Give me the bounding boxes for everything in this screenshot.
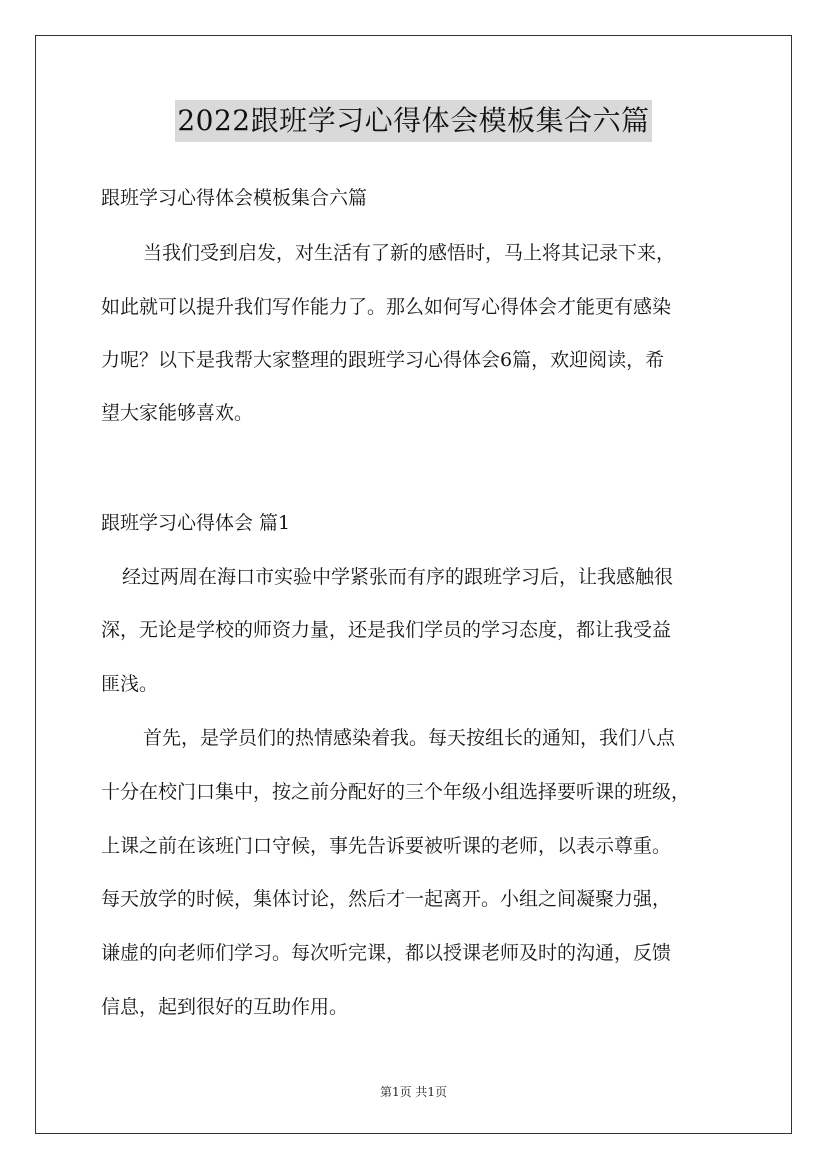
intro-line-3: 力呢？以下是我帮大家整理的跟班学习心得体会6篇，欢迎阅读，希 xyxy=(101,349,665,371)
title-container xyxy=(0,100,827,142)
intro-line-2: 如此就可以提升我们写作能力了。那么如何写心得体会才能更有感染 xyxy=(101,296,672,318)
para1-line-3: 匪浅。 xyxy=(101,673,159,695)
page-footer: 第1页 共1页 xyxy=(379,1085,448,1099)
para1-line-2: 深，无论是学校的师资力量，还是我们学员的学习态度，都让我受益 xyxy=(101,619,672,641)
intro-line-4: 望大家能够喜欢。 xyxy=(101,402,254,424)
para2-line-6: 信息，起到很好的互助作用。 xyxy=(101,996,349,1018)
document-subtitle: 跟班学习心得体会模板集合六篇 xyxy=(101,187,368,209)
para1-line-1: 经过两周在海口市实验中学紧张而有序的跟班学习后，让我感触很 xyxy=(122,566,674,588)
para2-line-1: 首先，是学员们的热情感染着我。每天按组长的通知，我们八点 xyxy=(143,727,676,749)
document-title: 2022跟班学习心得体会模板集合六篇 xyxy=(175,100,651,142)
para2-line-2: 十分在校门口集中，按之前分配好的三个年级小组选择要听课的班级， xyxy=(101,781,691,803)
para2-line-5: 谦虚的向老师们学习。每次听完课，都以授课老师及时的沟通，反馈 xyxy=(101,942,672,964)
section-heading: 跟班学习心得体会 篇1 xyxy=(101,512,291,534)
intro-line-1: 当我们受到启发，对生活有了新的感悟时，马上将其记录下来， xyxy=(143,242,676,264)
para2-line-4: 每天放学的时候，集体讨论，然后才一起离开。小组之间凝聚力强， xyxy=(101,888,672,910)
para2-line-3: 上课之前在该班门口守候，事先告诉要被听课的老师，以表示尊重。 xyxy=(101,835,672,857)
